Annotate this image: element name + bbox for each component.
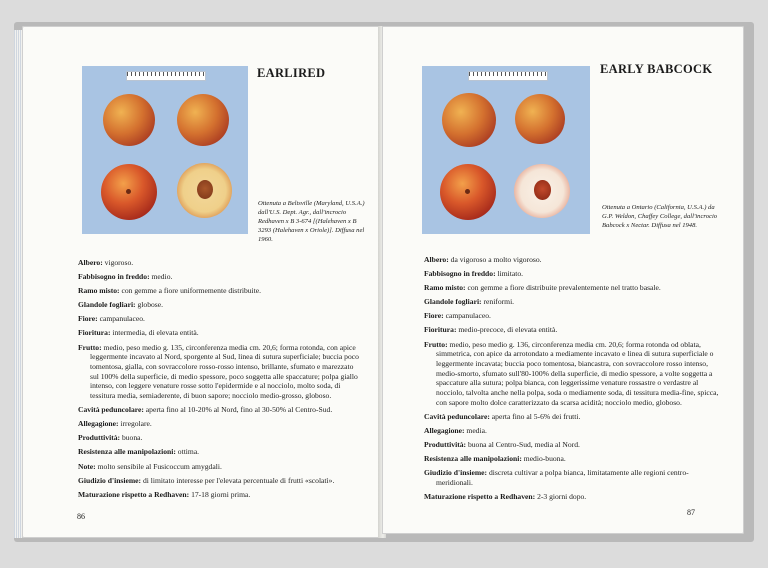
attribute-item [78,405,360,415]
attribute-text: buona. [121,433,143,443]
attribute-item [78,300,360,310]
peach-bottom-left [101,164,157,220]
variety-title: EARLY BABCOCK [600,62,713,76]
attribute-text: di limitato interesse per l'elevata percentuale di frutti «scolatì». [142,475,335,485]
attribute-item [424,283,722,293]
attribute-text: medio, peso medio g. 136, circonferenza media cm. 20,6; forma rotonda od oblata, simmetrica, con apice da arrotondato a mediamente incavato e linea di sutura superficiale o leggermente incavata; buccia poco tomentosa, biancastra, con sovraccolore rosso intenso, medio-smorto, sfumato sull'80-100% della superficie, di medio spessore, a volte soggetta a spaccature alla sutura; polpa bianca, con leggerissime venature rossastre o verdastre al nocciolo, talvolta anche nella polpa, soda o mediamente soda, di tessitura media-fine, spicca, con sapore molto dolce caratterizzato da scarsa acidità; nocciolo medio, globoso. [436,339,719,407]
attribute-text: intermedia, di elevata entità. [112,328,199,338]
attribute-label: Allegagione: [78,419,119,429]
attribute-item [78,476,360,486]
attribute-text: molto sensibile al Fusicoccum amygdali. [97,461,222,471]
variety-title: EARLIRED [257,66,326,80]
peach-photo-early-babcock [422,66,590,234]
peach-bottom-left [440,164,496,220]
attribute-label: Maturazione rispetto a Redhaven: [78,489,190,499]
attribute-text: limitato. [497,269,524,279]
attribute-item [78,258,360,268]
attribute-label: Resistenza alle manipolazioni: [78,447,176,457]
attribute-label: Produttività: [78,433,121,443]
attribute-label: Frutto: [78,342,102,352]
attribute-list [78,258,360,504]
attribute-label: Resistenza alle manipolazioni: [424,454,522,464]
attribute-label: Albero: [424,255,449,264]
attribute-item [78,433,360,443]
attribute-item [78,419,360,429]
attribute-text: medio-buona. [523,454,566,464]
peach-photo-earlired [82,66,248,234]
attribute-label: Fiore: [424,311,444,321]
peach-half-cut [514,164,570,218]
attribute-item [78,286,360,296]
peach-pit [197,180,214,200]
attribute-text: ottima. [177,447,200,457]
attribute-item [424,311,722,321]
origin-caption: Ottenuta a Beltsville (Maryland, U.S.A.) dall'U.S. Dept. Agr., dall'incrocio Redhaven x B 3-674 [(Halehaven x B 3293 (Halehaven x Oriole)]. Diffusa nel 1960. [258,200,365,243]
attribute-text: 17-18 giorni prima. [191,489,251,499]
attribute-label: Glandole fogliari: [424,297,482,307]
attribute-text: medio. [151,272,173,282]
attribute-text: da vigoroso a molto vigoroso. [450,255,542,264]
attribute-item [424,269,722,279]
attribute-text: aperta fino al 5-6% dei frutti. [491,411,581,421]
attribute-label: Cavità peduncolare: [424,411,490,421]
attribute-label: Albero: [78,258,103,267]
attribute-label: Maturazione rispetto a Redhaven: [424,492,536,502]
attribute-item [424,340,722,408]
page-edges [14,30,22,538]
attribute-label: Ramo misto: [78,286,120,296]
attribute-label: Fiore: [78,314,98,324]
origin-caption: Ottenuta a Ontario (California, U.S.A.) da G.P. Weldon, Chaffey College, dall'incrocio Babcock x Nectar. Diffusa nel 1948. [602,204,718,229]
attribute-label: Cavità peduncolare: [78,405,144,415]
attribute-text: aperta fino al 10-20% al Nord, fino al 30-50% al Centro-Sud. [145,405,333,415]
attribute-item [424,297,722,307]
scale-ruler [468,71,548,81]
attribute-text: vigoroso. [104,258,134,267]
attribute-label: Giudizio d'insieme: [78,475,142,485]
attribute-text: medio-precoce, di elevata entità. [458,325,558,335]
attribute-text: media. [466,425,487,435]
attribute-text: campanulaceo. [99,314,145,324]
page-number: 86 [77,512,85,521]
attribute-text: globose. [137,300,164,310]
attribute-label: Fabbisogno in freddo: [424,269,496,279]
left-page [22,26,380,538]
attribute-item [424,255,722,265]
scale-ruler [126,71,206,81]
attribute-item [424,325,722,335]
attribute-label: Fabbisogno in freddo: [78,272,150,282]
peach-top-right [177,94,229,146]
attribute-item [424,440,722,450]
attribute-text: con gemme a fiore distribuite prevalentemente nel tratto basale. [467,283,661,293]
attribute-label: Note: [78,461,96,471]
attribute-list [424,255,722,506]
peach-pit [534,180,551,199]
attribute-text: medio, peso medio g. 135, circonferenza media cm. 20,6; forma rotonda, con apice leggermente incavato al Nord, sporgente al Sud, linea di sutura superficiale; buccia poco tomentosa, gialla, con sovraccolore rosso-rosso intenso, brillante, sfumato e marezzato sul 100% della superficie, di medio spessore, poco soggetta alle spaccature; polpa giallo intenso, con leggere venature rosse sotto l'epidermide e al nocciolo, molto soda, di tessitura media, semiaderente, di buon sapore; nocciolo medio-grosso, globoso. [90,342,359,401]
attribute-label: Fioritura: [424,325,457,335]
attribute-item [424,426,722,436]
attribute-label: Fioritura: [78,328,111,338]
attribute-text: buona al Centro-Sud, media al Nord. [467,440,580,450]
right-page [382,26,744,534]
attribute-label: Giudizio d'insieme: [424,468,488,478]
attribute-item [78,272,360,282]
attribute-item [424,468,722,487]
peach-top-left [442,93,496,147]
attribute-item [424,454,722,464]
attribute-item [424,492,722,502]
attribute-text: discreta cultivar a polpa bianca, limitatamente alle regioni centro-meridionali. [436,468,689,487]
attribute-item [78,343,360,401]
attribute-item [78,314,360,324]
page-number: 87 [687,508,695,517]
attribute-label: Frutto: [424,339,448,349]
peach-top-right [515,94,565,144]
attribute-item [78,447,360,457]
attribute-label: Glandole fogliari: [78,300,136,310]
attribute-item [78,462,360,472]
attribute-text: con gemme a fiore uniformemente distribuite. [121,286,262,296]
attribute-item [78,328,360,338]
attribute-item [78,490,360,500]
attribute-text: 2-3 giorni dopo. [537,492,587,502]
attribute-label: Allegagione: [424,425,465,435]
attribute-text: irregolare. [120,419,152,429]
attribute-item [424,412,722,422]
attribute-label: Ramo misto: [424,283,466,293]
attribute-text: campanulaceo. [445,311,491,321]
attribute-label: Produttività: [424,440,467,450]
peach-half-cut [177,163,232,218]
peach-top-left [103,94,155,146]
attribute-text: reniformi. [483,297,515,307]
